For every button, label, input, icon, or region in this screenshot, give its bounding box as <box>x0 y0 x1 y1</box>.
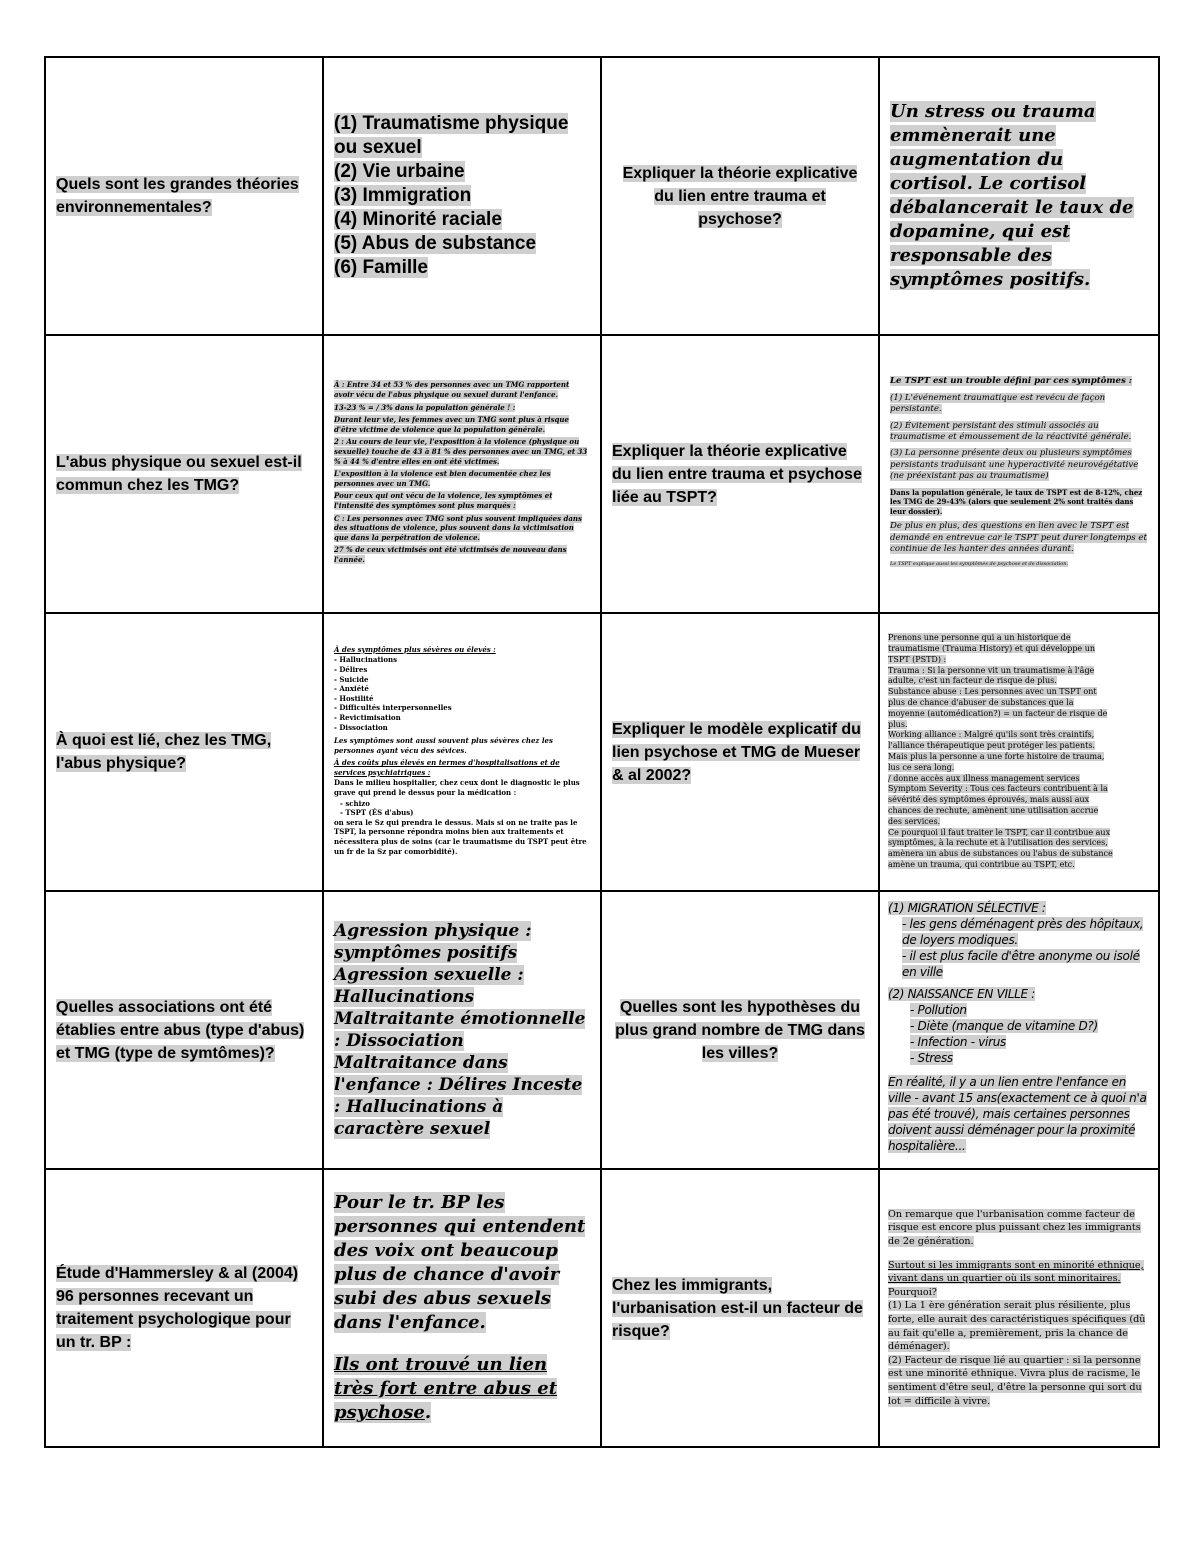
answer-cell <box>323 57 601 335</box>
question-text: Quelles sont les hypothèses du plus grand nombre de TMG dans les villes? <box>615 998 865 1062</box>
answer-line: (2) Vie urbaine <box>334 161 465 182</box>
note-item: - Revictimisation <box>334 712 401 722</box>
note-line: Pourquoi? <box>888 1286 937 1298</box>
note-line: (1) L'événement traumatique est revécu de façon persistante. <box>890 392 1106 415</box>
note-line: Dans le milieu hospitalier, chez ceux dont le diagnostic le plus grave qui prend le dessus pour la médication : <box>334 778 580 798</box>
note-line: plus. <box>888 719 908 729</box>
question-cell <box>45 335 323 613</box>
note-heading: À des coûts plus élevés en termes d'hospitalisations et de services psychiatriques : <box>334 758 560 777</box>
note-line: chances de rechute, amènent une utilisation accrue <box>888 805 1099 815</box>
note-line: 13-23 % = / 3% dans la population générale ! : <box>334 402 516 412</box>
answer-notes <box>334 380 590 564</box>
answer-cell <box>323 1169 601 1447</box>
answer-cell <box>879 891 1159 1169</box>
note-heading: À des symptômes plus sévères ou élevés : <box>334 644 496 654</box>
question-text: Expliquer la théorie explicative du lien entre trauma et psychose? <box>622 164 858 228</box>
note-line: Substance abuse : Les personnes avec un TSPT ont <box>888 687 1097 697</box>
note-item: - il est plus facile d'être anonyme ou isolé en ville <box>902 949 1140 979</box>
note-line: sévérité des symptômes éprouvés, mais aussi aux <box>888 795 1090 805</box>
answer-text: Agression physique : symptômes positifs Agression sexuelle : Hallucinations Maltraitante émotionnelle : Dissociation Maltraitance dans l'enfance : Délires Inceste : Hallucinations à caractère sexuel <box>334 921 586 1139</box>
question-text: Quelles associations ont été établies entre abus (type d'abus) et TMG (type de symtômes)? <box>56 998 305 1062</box>
answer-list <box>334 112 590 280</box>
note-line: on sera le Sz qui prendra le dessus. Mais si on ne traite pas le TSPT, la personne répondra moins bien aux traitements et nécessitera plus de soins (car le traumatisme du TSPT peut être un fr de la Sz par comorbidité). <box>334 817 587 856</box>
question-text: L'abus physique ou sexuel est-il commun chez les TMG? <box>56 454 302 494</box>
note-line: Mais plus la personne a une forte histoire de trauma, <box>888 752 1105 761</box>
answer-cell <box>879 1169 1159 1447</box>
note-item: - Dissociation <box>334 722 388 732</box>
answer-notes <box>334 645 590 856</box>
answer-punct: . <box>424 1402 432 1423</box>
note-line: Surtout si les immigrants sont en minorité ethnique, vivant dans un quartier où ils sont minoritaires. <box>888 1259 1144 1285</box>
table-row <box>45 891 1159 1169</box>
note-item: - Hostilité <box>334 693 374 703</box>
note-line: 27 % de ceux victimisés ont été victimisés de nouveau dans l'année. <box>334 545 567 564</box>
question-cell <box>45 613 323 891</box>
note-line: Dans la population générale, le taux de TSPT est de 8-12%, chez les TMG de 29-43% (alors que seulement 2% sont traités dans leur dossier). <box>890 487 1143 516</box>
note-item: - Anxiété <box>334 684 369 694</box>
note-item: - Hallucinations <box>334 655 398 665</box>
answer-notes <box>890 376 1148 566</box>
question-text: À quoi est lié, chez les TMG, l'abus physique? <box>56 732 272 772</box>
answer-line: (5) Abus de substance <box>334 233 537 254</box>
note-line: (2) Évitement persistant des stimuli associés au traumatisme et émoussement de la réactivité générale. <box>890 420 1132 442</box>
flashcard-table <box>44 56 1160 1448</box>
note-line: adulte, c'est un facteur de risque de plus. <box>888 676 1057 686</box>
note-line: (1) La 1 ère génération serait plus résiliente, plus forte, elle aurait des caractéristiques spécifiques (dû au fait qu'elle a, premièrement, pris la chance de déménager). <box>888 1300 1146 1353</box>
note-line: des services. <box>888 816 941 826</box>
table-row <box>45 613 1159 891</box>
note-line: On remarque que l'urbanisation comme facteur de risque est encore plus puissant chez les immigrants de 2e génération. <box>888 1208 1141 1248</box>
note-line: / donne accès aux illness management services <box>888 773 1080 783</box>
note-line: l'alliance thérapeutique peut protéger les patients. <box>888 741 1095 751</box>
note-line: traumatisme (Trauma History) et qui développe un <box>888 644 1096 654</box>
note-item: - Diète (manque de vitamine D?) <box>910 1019 1098 1033</box>
answer-cell <box>323 335 601 613</box>
note-heading: (2) NAISSANCE EN VILLE : <box>888 987 1036 1001</box>
answer-line: (6) Famille <box>334 257 428 278</box>
answer-line: (3) Immigration <box>334 185 472 206</box>
note-line: TSPT (PSTD) : <box>888 654 947 664</box>
table-row <box>45 335 1159 613</box>
table-row <box>45 1169 1159 1447</box>
note-line: (3) La personne présente deux ou plusieurs symptômes persistants traduisant une hyperactivité neurovégétative (ne préexistant pas au traumatisme) <box>890 448 1139 482</box>
note-line: Le TSPT est un trouble défini par ces symptômes : <box>890 376 1132 387</box>
note-item: - Pollution <box>910 1003 967 1017</box>
answer-cell <box>879 57 1159 335</box>
note-line: Durant leur vie, les femmes avec un TMG sont plus à risque d'être victime de violence que la population générale. <box>334 415 569 434</box>
note-item: - TSPT (ÉS d'abus) <box>340 808 414 818</box>
question-cell <box>601 1169 879 1447</box>
question-text: Quels sont les grandes théories environnementales? <box>56 176 299 216</box>
note-item: - Délires <box>334 664 368 674</box>
note-line: Trauma : Si la personne vit un traumatisme à l'âge <box>888 665 1095 675</box>
note-line: Ce pourquoi il faut traiter le TSPT, car il contribue aux <box>888 827 1111 837</box>
table-row <box>45 57 1159 335</box>
answer-cell <box>879 335 1159 613</box>
note-line: lus ce sera long. <box>888 762 955 772</box>
note-item: - Infection - virus <box>910 1035 1006 1049</box>
note-line: Le TSPT explique aussi les symptômes de psychose et de dissociation. <box>890 560 1069 567</box>
note-item: - les gens déménagent près des hôpitaux, de loyers modiques. <box>902 917 1144 947</box>
question-cell <box>45 891 323 1169</box>
note-line: En réalité, il y a un lien entre l'enfance en ville - avant 15 ans(exactement ce à quoi n'a pas été trouvé), mais certaines personnes doivent aussi déménager pour la proximité hospitalière... <box>888 1075 1147 1153</box>
note-line: amène un trauma, qui contribue au TSPT, etc. <box>888 859 1075 869</box>
note-line: Working alliance : Malgré qu'ils sont très craintifs, <box>888 730 1095 740</box>
note-heading: (1) MIGRATION SÉLECTIVE : <box>888 901 1046 915</box>
note-line: Prenons une personne qui a un historique de <box>888 633 1071 643</box>
answer-text: Un stress ou trauma emmènerait une augmentation du cortisol. Le cortisol débalancerait le taux de dopamine, qui est responsable des symptômes positifs. <box>890 101 1134 290</box>
question-text: Étude d'Hammersley & al (2004) 96 personnes recevant un traitement psychologique pour un tr. BP : <box>56 1265 299 1351</box>
answer-notes <box>888 1208 1150 1408</box>
note-line: moyenne (automédication?) = un facteur de risque de <box>888 708 1108 718</box>
answer-cell <box>323 613 601 891</box>
answer-cell <box>879 613 1159 891</box>
note-line: De plus en plus, des questions en lien avec le TSPT est demandé en entrevue car le TSPT peut durer longtemps et continue de les hanter des années durant. <box>890 521 1147 555</box>
question-cell <box>45 1169 323 1447</box>
note-line: C : Les personnes avec TMG sont plus souvent impliquées dans des situations de violence, plus souvent dans la victimisation que dans la perpétration de violence. <box>334 513 582 542</box>
note-line: plus de chance d'abuser de substances que la <box>888 698 1074 708</box>
note-line: Les symptômes sont aussi souvent plus sévères chez les personnes ayant vécu des sévices. <box>334 736 553 755</box>
note-line: L'exposition à la violence est bien documentée chez les personnes avec un TMG. <box>334 469 551 488</box>
note-item: - schizo <box>340 798 370 808</box>
question-text: Expliquer le modèle explicatif du lien psychose et TMG de Mueser & al 2002? <box>612 720 861 784</box>
note-item: - Suicide <box>334 674 369 684</box>
question-text: Chez les immigrants, l'urbanisation est-il un facteur de risque? <box>612 1276 863 1340</box>
note-line: amènera un abus de substances ou l'abus de substance <box>888 849 1113 859</box>
note-line: symptômes, à la rechute et à l'utilisation des services, <box>888 838 1108 848</box>
answer-text: Pour le tr. BP les personnes qui entendent des voix ont beaucoup plus de chance d'avoir subi des abus sexuels dans l'enfance. <box>334 1192 586 1333</box>
answer-notes <box>888 900 1150 1154</box>
answer-text: Ils ont trouvé un lien très fort entre abus et psychose <box>334 1354 558 1423</box>
question-cell <box>45 57 323 335</box>
question-text: Expliquer la théorie explicative du lien entre trauma et psychose liée au TSPT? <box>612 442 862 506</box>
question-cell <box>601 335 879 613</box>
question-cell <box>601 613 879 891</box>
question-cell <box>601 891 879 1169</box>
answer-cell <box>323 891 601 1169</box>
note-item: - Difficultés interpersonnelles <box>334 703 452 713</box>
answer-line: (4) Minorité raciale <box>334 209 502 230</box>
note-line: Pour ceux qui ont vécu de la violence, les symptômes et l'intensité des symptômes sont plus marqués : <box>334 491 553 510</box>
note-line: À : Entre 34 et 53 % des personnes avec un TMG rapportent avoir vécu de l'abus physique ou sexuel durant l'enfance. <box>334 380 570 400</box>
question-cell <box>601 57 879 335</box>
note-line: Symptom Severity : Tous ces facteurs contribuent à la <box>888 784 1108 794</box>
answer-notes <box>888 633 1150 871</box>
note-item: - Stress <box>910 1051 953 1065</box>
note-line: 2 : Au cours de leur vie, l'exposition à la violence (physique ou sexuelle) touche de 43 à 81 % des personnes avec un TMG, et 33 % à 44 % d'entre elles en ont été victimes. <box>334 437 588 466</box>
note-line: (2) Facteur de risque lié au quartier : si la personne est une minorité ethnique. Vivra plus de racisme, le sentiment d'être seul, d'être la personne qui sort du lot = difficile à vivre. <box>888 1354 1142 1407</box>
answer-line: (1) Traumatisme physique ou sexuel <box>334 113 569 158</box>
